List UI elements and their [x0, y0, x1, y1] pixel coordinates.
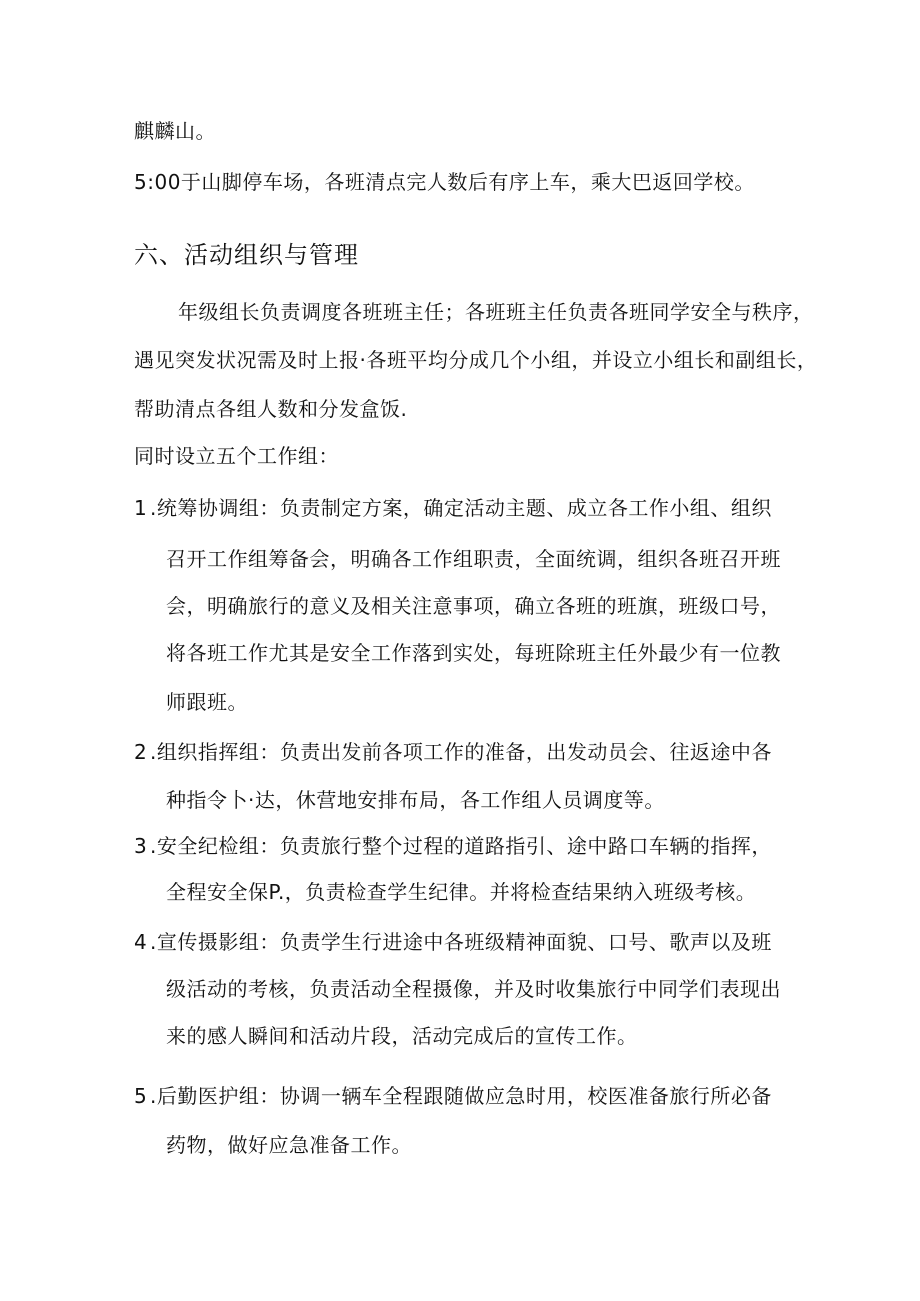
- groups-intro: 同时设立五个工作组：: [134, 444, 339, 468]
- group-line: 全程安全保P.，负责检查学生纪律。并将检查结果纳入班级考核。: [166, 880, 757, 904]
- group-number: 2: [134, 740, 147, 764]
- group-line: 召开工作组筹备会，明确各工作组职责，全面统调，组织各班召开班: [166, 547, 781, 571]
- group-line: .统筹协调组：负责制定方案，确定活动主题、成立各工作小组、组织: [150, 496, 772, 520]
- group-line: 会，明确旅行的意义及相关注意事项，确立各班的班旗，班级口号，: [166, 594, 781, 618]
- paragraph-line-3: 帮助清点各组人数和分发盒饭.: [134, 397, 408, 421]
- group-line: 来的感人瞬间和活动片段，活动完成后的宣传工作。: [166, 1024, 638, 1048]
- group-line: 种指令卜·达，休营地安排布局，各工作组人员调度等。: [166, 788, 665, 812]
- paragraph-line-1: 年级组长负责调度各班班主任；各班班主任负责各班同学安全与秩序，: [178, 300, 814, 324]
- group-number: 4: [134, 930, 147, 954]
- group-line: 师跟班。: [166, 690, 248, 714]
- intro-line-2: 5:00于山脚停车场，各班清点完人数后有序上车，乘大巴返回学校。: [134, 170, 755, 194]
- paragraph-line-2: 遇见突发状况需及时上报·各班平均分成几个小组，并设立小组长和副组长，: [134, 348, 818, 372]
- group-line: .组织指挥组：负责出发前各项工作的准备，出发动员会、往返途中各: [150, 740, 772, 764]
- intro-line-1: 麒麟山。: [134, 119, 216, 143]
- section-title: 六、活动组织与管理: [134, 241, 359, 269]
- group-line: .后勤医护组：协调一辆车全程跟随做应急时用，校医准备旅行所必备: [150, 1084, 772, 1108]
- group-line: 级活动的考核，负责活动全程摄像，并及时收集旅行中同学们表现出: [166, 977, 781, 1001]
- group-line: 将各班工作尤其是安全工作落到实处，每班除班主任外最少有一位教: [166, 641, 781, 665]
- group-line: .安全纪检组：负责旅行整个过程的道路指引、途中路口车辆的指挥，: [150, 834, 772, 858]
- group-number: 1: [134, 496, 147, 520]
- group-line: .宣传摄影组：负责学生行进途中各班级精神面貌、口号、歌声以及班: [150, 930, 772, 954]
- group-line: 药物，做好应急准备工作。: [166, 1133, 412, 1157]
- group-number: 5: [134, 1084, 147, 1108]
- group-number: 3: [134, 834, 147, 858]
